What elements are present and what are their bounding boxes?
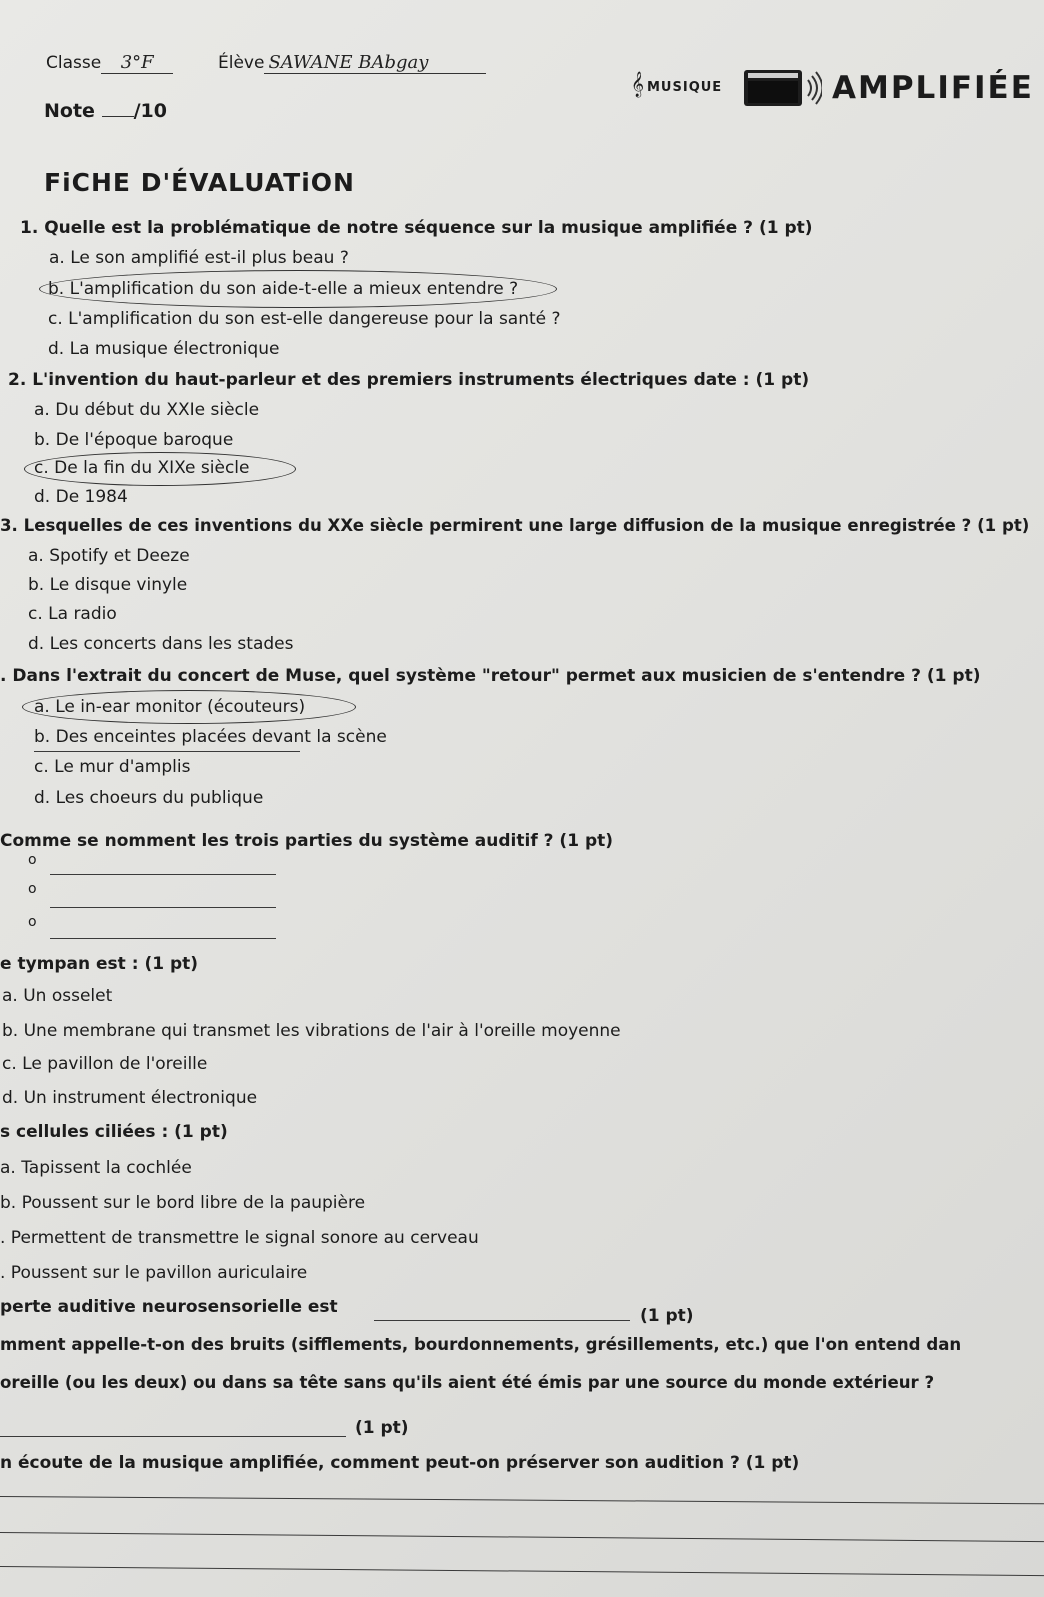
q9-answer-line[interactable] [0,1436,346,1437]
q1-option-b[interactable]: b. L'amplification du son aide-t-elle a mieux entendre ? [48,279,519,299]
question-3: 3. Lesquelles de ces inventions du XXe siècle permirent une large diffusion de la musique enregistrée ? (1 pt) [0,516,1030,535]
classe-field [46,52,173,74]
question-2: 2. L'invention du haut-parleur et des premiers instruments électriques date : (1 pt) [8,370,810,390]
q3-option-c[interactable]: c. La radio [28,604,117,624]
question-4: . Dans l'extrait du concert de Muse, quel système "retour" permet aux musicien de s'entendre ? (1 pt) [0,666,981,686]
q6-option-b[interactable]: b. Une membrane qui transmet les vibrations de l'air à l'oreille moyenne [2,1021,621,1041]
music-label: MUSIQUE [647,80,723,95]
q4-option-b-underline [34,751,300,752]
question-5: Comme se nomment les trois parties du système auditif ? (1 pt) [0,831,614,851]
note-value[interactable] [102,116,134,117]
q6-option-a[interactable]: a. Un osselet [2,986,113,1006]
q5-answer-line-3[interactable] [50,938,276,939]
q4-answer-circle [22,690,356,724]
q3-option-d[interactable]: d. Les concerts dans les stades [28,634,294,654]
q2-option-b[interactable]: b. De l'époque baroque [34,430,234,450]
q5-bullet-3: o [28,914,37,930]
q2-answer-circle [24,452,296,486]
question-9-line-2: oreille (ou les deux) ou dans sa tête sans qu'ils aient été émis par une source du monde extérieur ? [0,1373,935,1392]
q4-option-c[interactable]: c. Le mur d'amplis [34,757,191,777]
question-8: perte auditive neurosensorielle est [0,1297,338,1317]
q4-option-b[interactable]: b. Des enceintes placées devant la scène [34,727,387,747]
q7-option-b[interactable]: b. Poussent sur le bord libre de la paupière [0,1193,366,1213]
q6-option-d[interactable]: d. Un instrument électronique [2,1088,258,1108]
note-suffix: /10 [133,100,167,122]
q8-points: (1 pt) [640,1306,694,1326]
q10-answer-line-3[interactable] [0,1566,1044,1576]
q9-points: (1 pt) [355,1418,409,1438]
q6-option-c[interactable]: c. Le pavillon de l'oreille [2,1054,208,1074]
question-6: e tympan est : (1 pt) [0,954,199,974]
amplifier-icon [742,68,822,108]
q5-bullet-1: o [28,852,37,868]
q1-option-c[interactable]: c. L'amplification du son est-elle dangereuse pour la santé ? [48,309,561,329]
q3-option-b[interactable]: b. Le disque vinyle [28,575,188,595]
sheet-title: FiCHE D'ÉVALUATiON [44,168,355,197]
classe-label: Classe [46,53,102,73]
q2-option-c[interactable]: c. De la fin du XIXe siècle [34,458,250,478]
q10-answer-line-1[interactable] [0,1496,1044,1504]
q5-answer-line-1[interactable] [50,874,276,875]
eleve-label: Élève [218,53,265,73]
q1-option-a[interactable]: a. Le son amplifié est-il plus beau ? [49,248,349,268]
q4-option-a[interactable]: a. Le in-ear monitor (écouteurs) [34,697,306,717]
q7-option-a[interactable]: a. Tapissent la cochlée [0,1158,192,1178]
q5-bullet-2: o [28,881,37,897]
q8-answer-line[interactable] [374,1320,630,1321]
q7-option-d[interactable]: . Poussent sur le pavillon auriculaire [0,1263,308,1283]
question-7: s cellules ciliées : (1 pt) [0,1122,228,1142]
question-10: n écoute de la musique amplifiée, comment peut-on préserver son audition ? (1 pt) [0,1453,800,1473]
note-field [44,100,167,122]
eleve-field [218,52,486,74]
q3-option-a[interactable]: a. Spotify et Deeze [28,546,190,566]
banner [631,68,1044,108]
q2-option-a[interactable]: a. Du début du XXIe siècle [34,400,260,420]
question-1: 1. Quelle est la problématique de notre séquence sur la musique amplifiée ? (1 pt) [20,218,813,238]
eleve-value[interactable]: SAWANE BAbgay [264,52,486,74]
q1-answer-circle [39,270,557,308]
q4-option-d[interactable]: d. Les choeurs du publique [34,788,264,808]
treble-clef-icon: 𝄞 [631,72,645,97]
q7-option-c[interactable]: . Permettent de transmettre le signal sonore au cerveau [0,1228,479,1248]
q10-answer-line-2[interactable] [0,1532,1044,1542]
note-label: Note [44,100,95,122]
q1-option-d[interactable]: d. La musique électronique [48,339,280,359]
question-9-line-1: mment appelle-t-on des bruits (sifflements, bourdonnements, grésillements, etc.) que l'on entend dan [0,1335,962,1354]
classe-value[interactable]: 3°F [101,52,173,74]
q5-answer-line-2[interactable] [50,907,276,908]
q2-option-d[interactable]: d. De 1984 [34,487,128,507]
banner-title: AMPLIFIÉE [832,70,1034,106]
